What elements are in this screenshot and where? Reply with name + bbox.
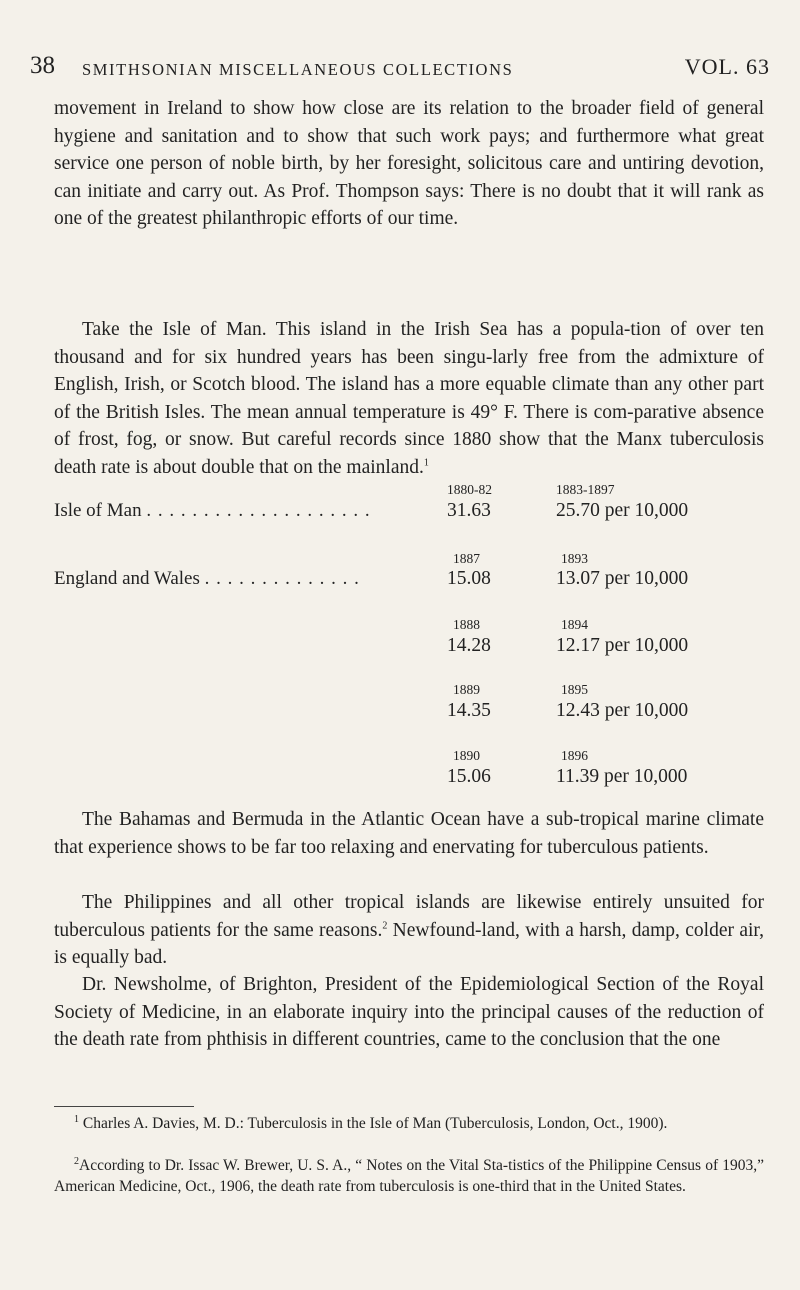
paragraph-bahamas: The Bahamas and Bermuda in the Atlantic Ocean have a sub-tropical marine climate that experience shows to be far too relaxing and enervating for tuberculous patients. — [54, 809, 764, 858]
paragraph-isle-of-man: Take the Isle of Man. This island in the Irish Sea has a popula-tion of over ten thousand and for six hundred years has been singu-larly free from the admixture of English, Irish, or Scotch blood. The island has a more equable climate than any other part of the British Isles. The mean annual temperature is 49° F. There is com-parative absence of frost, fog, or snow. But careful records since 1880 show that the Manx tuberculosis death rate is about double that on the mainland.$^1$ — [54, 319, 764, 478]
footnote-ref-1[interactable]: 1 — [423, 457, 429, 468]
leader-dots: . . . . . . . . . . . . . . — [204, 568, 360, 589]
table-value: 14.35 — [447, 700, 491, 721]
page-number: 38 — [30, 52, 55, 79]
year-header: 1880-82 — [447, 482, 492, 497]
paragraph-newsholme: Dr. Newsholme, of Brighton, President of the Epidemiological Section of the Royal Society of Medicine, in an elaborate inquiry into the principal causes of the reduction of the death rate from phthisis in different countries, came to the conclusion that the one — [54, 974, 764, 1050]
footnote-ref-2[interactable]: 2 — [382, 920, 388, 931]
year-header: 1888 — [453, 617, 480, 632]
paragraph-philippines: The Philippines and all other tropical islands are likewise entirely unsuited for tuberculous patients for the same reasons.$^2$ Newfound-land, with a harsh, damp, colder air, is equally bad. — [54, 892, 764, 968]
year-header: 1889 — [453, 682, 480, 697]
footnote-2: $^2$According to Dr. Issac W. Brewer, U. S. A., “ Notes on the Vital Sta-tistics of the Philippine Census of 1903,” American Medicine, Oct., 1906, the death rate from tuberculosis is one-third that in the United States. — [54, 1155, 764, 1195]
table-value: 12.43 per 10,000 — [556, 700, 689, 721]
row-label-england-wales: England and Wales . . . . . . . . . . . . . . — [54, 568, 360, 589]
leader-dots: . . . . . . . . . . . . . . . . . . . . — [146, 500, 371, 521]
footnote-1: $^1$ Charles A. Davies, M. D.: Tuberculosis in the Isle of Man (Tuberculosis, London, Oct., 1900). — [74, 1113, 668, 1132]
year-header: 1883-1897 — [556, 482, 615, 497]
table-value: 13.07 per 10,000 — [556, 568, 689, 589]
year-header: 1894 — [561, 617, 588, 632]
table-value: 14.28 — [447, 635, 491, 656]
table-value: 15.08 — [447, 568, 491, 589]
year-header: 1890 — [453, 748, 480, 763]
table-value: 31.63 — [447, 500, 491, 521]
table-value: 25.70 per 10,000 — [556, 500, 689, 521]
page-header — [30, 52, 770, 92]
paragraph-ireland: movement in Ireland to show how close are its relation to the broader field of general hygiene and sanitation and to show that such work pays; and furthermore what great service one person of noble birth, by her foresight, solicitous care and untiring devotion, can initiate and carry out. As Prof. Thompson says: There is no doubt that it will rank as one of the greatest philanthropic efforts of our time. — [54, 98, 764, 229]
year-header: 1895 — [561, 682, 588, 697]
footnote-divider — [54, 1106, 194, 1107]
year-header: 1893 — [561, 551, 588, 566]
table-value: 15.06 — [447, 766, 491, 787]
year-header: 1887 — [453, 551, 480, 566]
running-head: SMITHSONIAN MISCELLANEOUS COLLECTIONS — [82, 60, 514, 79]
table-value: 11.39 per 10,000 — [556, 766, 688, 787]
row-label-isle-of-man: Isle of Man . . . . . . . . . . . . . . . . . . . . — [54, 500, 371, 521]
volume-label: VOL. 63 — [684, 54, 770, 79]
year-header: 1896 — [561, 748, 588, 763]
table-value: 12.17 per 10,000 — [556, 635, 689, 656]
